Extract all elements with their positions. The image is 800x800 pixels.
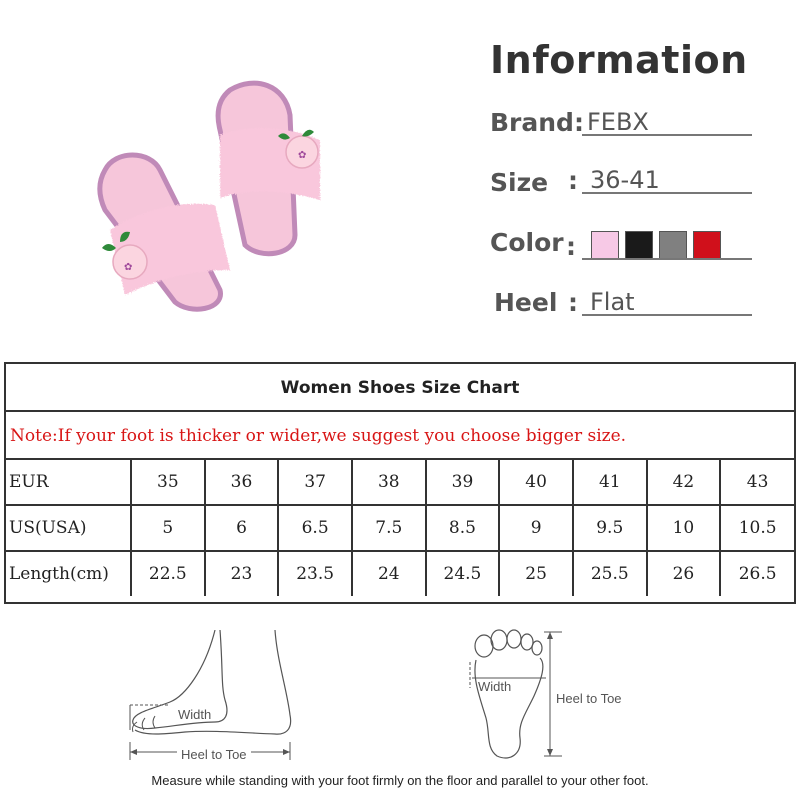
size-chart-note: Note:If your foot is thicker or wider,we suggest you choose bigger size.: [6, 412, 794, 460]
table-cell: 6: [205, 505, 279, 551]
table-cell: 26.5: [720, 551, 794, 596]
table-cell: 25.5: [573, 551, 647, 596]
sole-width-label: Width: [478, 679, 512, 694]
row-header: EUR: [6, 460, 131, 505]
table-cell: 43: [720, 460, 794, 505]
color-underline: [582, 258, 752, 260]
table-cell: 6.5: [278, 505, 352, 551]
side-length-label: Heel to Toe: [177, 747, 251, 762]
table-cell: 26: [647, 551, 721, 596]
table-cell: 7.5: [352, 505, 426, 551]
heel-label: Heel: [494, 288, 558, 317]
table-cell: 10: [647, 505, 721, 551]
table-cell: 24: [352, 551, 426, 596]
size-separator: :: [568, 166, 578, 195]
color-swatch-black: [625, 231, 653, 259]
color-swatch-gray: [659, 231, 687, 259]
size-value: 36-41: [590, 166, 660, 194]
table-cell: 9: [499, 505, 573, 551]
table-cell: 10.5: [720, 505, 794, 551]
size-chart-title: Women Shoes Size Chart: [6, 364, 794, 412]
table-cell: 38: [352, 460, 426, 505]
color-swatch-pink: [591, 231, 619, 259]
table-cell: 35: [131, 460, 205, 505]
table-cell: 5: [131, 505, 205, 551]
foot-side-view-icon: [125, 630, 305, 765]
table-cell: 24.5: [426, 551, 500, 596]
size-underline: [582, 192, 752, 194]
table-cell: 40: [499, 460, 573, 505]
table-cell: 41: [573, 460, 647, 505]
table-row: [6, 551, 794, 596]
product-image: [80, 70, 350, 320]
table-cell: 9.5: [573, 505, 647, 551]
table-cell: 39: [426, 460, 500, 505]
table-cell: 37: [278, 460, 352, 505]
brand-underline: [582, 134, 752, 136]
table-row: [6, 460, 794, 505]
table-cell: 23.5: [278, 551, 352, 596]
table-cell: 25: [499, 551, 573, 596]
heel-value: Flat: [590, 288, 635, 316]
row-header: Length(cm): [6, 551, 131, 596]
color-separator: :: [566, 232, 576, 261]
table-cell: 22.5: [131, 551, 205, 596]
brand-label: Brand:: [490, 108, 584, 137]
side-width-label: Width: [178, 707, 212, 722]
color-label: Color: [490, 228, 564, 257]
table-cell: 8.5: [426, 505, 500, 551]
heel-underline: [582, 314, 752, 316]
heel-separator: :: [568, 288, 578, 317]
row-header: US(USA): [6, 505, 131, 551]
table-row: [6, 505, 794, 551]
svg-text:✿: ✿: [298, 150, 307, 161]
table-cell: 42: [647, 460, 721, 505]
size-chart-table: [4, 362, 796, 604]
size-label: Size: [490, 168, 549, 197]
color-swatch-red: [693, 231, 721, 259]
size-grid: [6, 460, 794, 596]
sole-length-label: Heel to Toe: [556, 691, 622, 706]
info-title: Information: [490, 38, 748, 82]
measure-instruction: Measure while standing with your foot firmly on the floor and parallel to your other foot.: [151, 773, 649, 788]
table-cell: 36: [205, 460, 279, 505]
brand-value: FEBX: [587, 108, 649, 136]
svg-text:✿: ✿: [124, 262, 133, 273]
table-cell: 23: [205, 551, 279, 596]
